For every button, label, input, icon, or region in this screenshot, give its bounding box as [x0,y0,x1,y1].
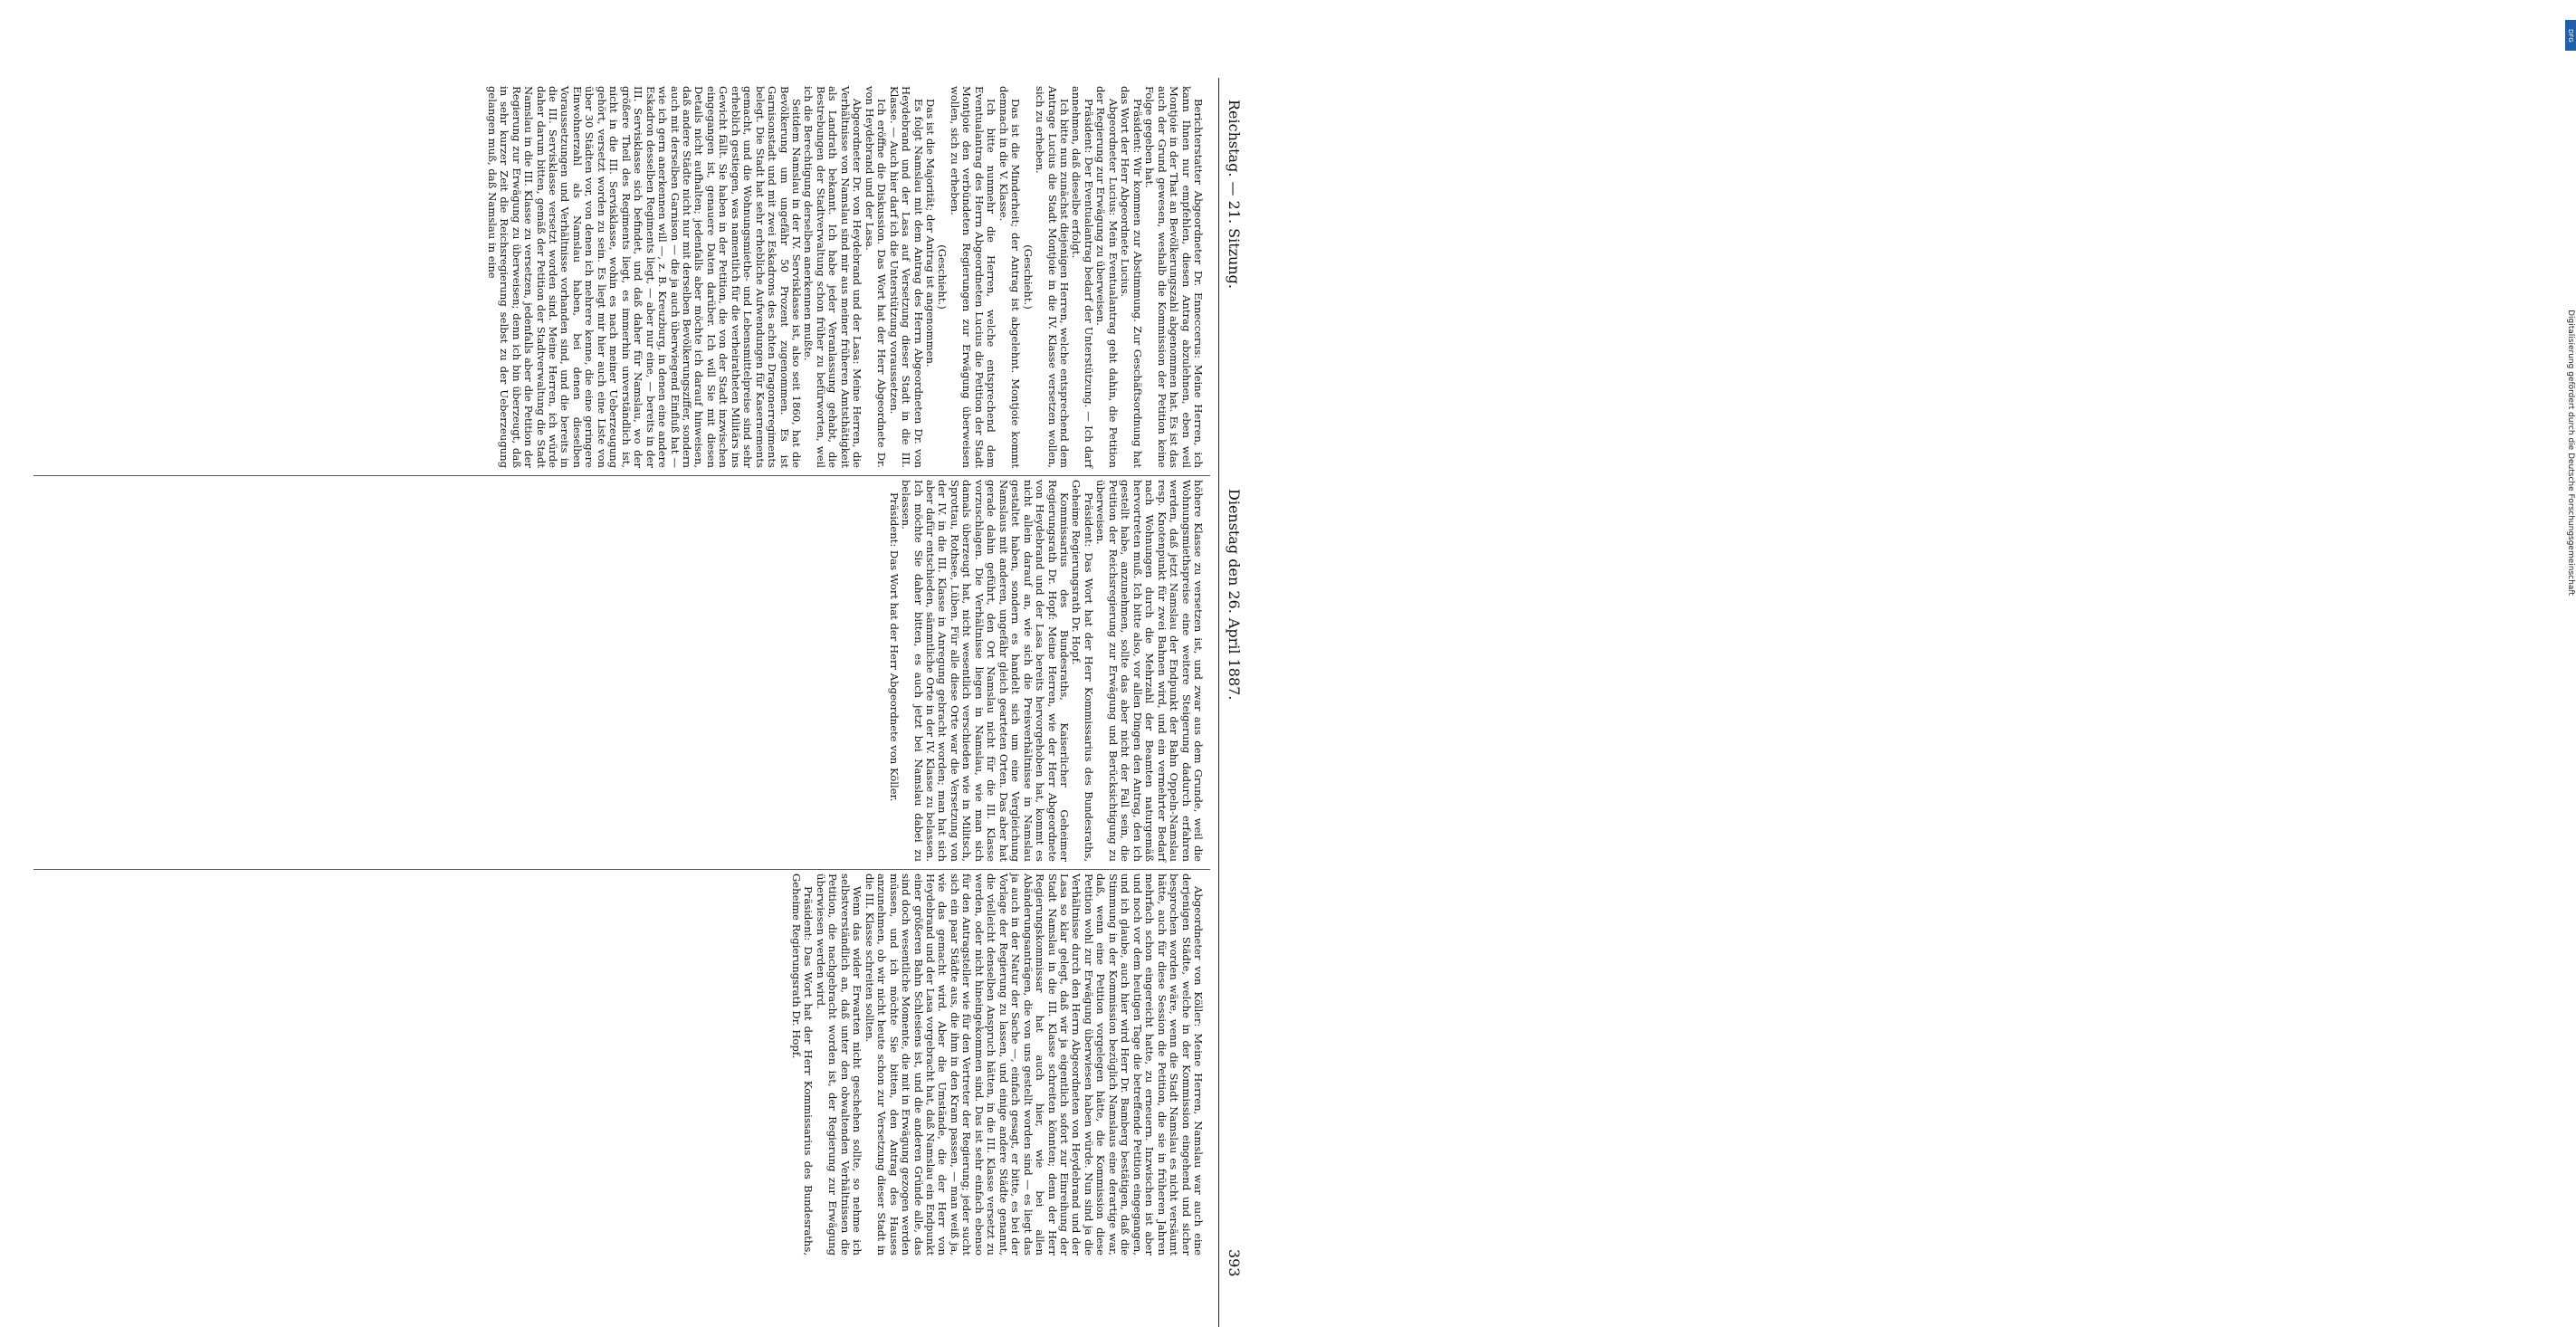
text-column-middle [887,480,1204,862]
paragraph: Abgeordneter von Köller: Meine Herren, Namslau war auch eine derjenigen Städte, welche in der Kommission eingehend und sicher besprochen worden wäre, wenn die Stadt Namslau es nicht versäumt hätte, auch für diese Session die Petition, die sie in früheren Jahren mehrfach schon eingereicht hatte, zu erneuern. Inzwischen ist aber und noch vor dem heutigen Tage die betreffende Petition eingegangen, und ich glaube, auch hier wird Herr Dr. Bamberg bestätigen, daß die Stimmung in der Kommission bezüglich Namslaus eine derartige war, daß, wenn eine Petition vorgelegen hätte, die Kommission diese Petition wohl zur Erwägung überwiesen haben würde. Nun sind ja die Verhältnisse durch den Herrn Abgeordneten von Heydebrand und der Lasa so klar gelegt, daß wir ja eigentlich sofort zur Einreihung der Stadt Namslau in die III. Klasse schreiten könnten; denn der Herr Regierungskommissar hat auch hier, wie bei allen Abänderungsanträgen, die von uns gestellt worden sind — es liegt das ja auch in der Natur der Sache —, einfach gesagt, er bitte, es bei der Vorlage der Regierung zu lassen, und einige andere Städte genannt, die vielleicht denselben Anspruch hätten, in die III. Klasse versetzt zu werden, oder nicht hineingekommen sind. Das ist sehr einfach ebenso für den Antragsteller wie für den Vertreter der Regierung; jeder sucht sich ein paar Städte aus, die ihm in den Kram passen, — man weiß ja, wie das gemacht wird. Aber die Umstände, die der Herr von Heydebrand und der Lasa vorgebracht hat, daß Namslau ein Endpunkt einer größeren Bahn Schlesiens ist, und die anderen Gründe alle, das sind doch wesentliche Momente, die mit in Erwägung gezogen werden müssen, und ich möchte Sie bitten, den Antrag des Hauses anzunehmen, ob wir nicht heute schon zur Versetzung dieser Stadt in die III. Klasse schreiten sollten. [863,874,1205,1255]
paragraph: Präsident: Der Eventualantrag bedarf der Unterstützung. — Ich darf annehmen, daß dieselbe erfolgt. [1070,86,1095,468]
paragraph: Präsident: Wir kommen zur Abstimmung. Zur Geschäftsordnung hat das Wort der Herr Abgeordnete Lucius. [1119,86,1144,468]
text-column-left [485,86,1204,468]
header-rule [1218,78,1219,1327]
paragraph: Wenn das wider Erwarten nicht geschehen sollte, so nehme ich selbstverständlich an, daß unter den obwaltenden Verhältnissen die Petition, die nachgebracht worden ist, der Regierung zur Erwägung überwiesen werden wird. [814,874,864,1255]
paragraph: Präsident: Das Wort hat der Herr Abgeordnete von Köller. [887,492,901,802]
stage-direction: (Geschieht.) [1021,244,1035,310]
digitization-footer [1282,0,2575,905]
column-divider [33,869,1210,870]
paragraph: Ich bitte nunmehr die Herren, welche entsprechend dem Eventualantrag des Herrn Abgeordneten Lucius die Petition der Stadt Montjoie den verbündeten Regierungen zur Erwägung überweisen wollen, sich zu erheben. [948,86,998,468]
paragraph: Präsident: Das Wort hat der Herr Kommissarius des Bundesraths, Geheime Regierungsrath Dr. Hopf. [790,874,816,1255]
paragraph: Berichterstatter Abgeordneter Dr. Enneccerus: Meine Herren, ich kann Ihnen nur empfehlen, diesen Antrag abzulehnen, eben weil Montjoie in der That an Bevölkerungszahl abgenommen hat. Es ist das auch der Grund gewesen, weshalb die Kommission der Petition keine Folge gegeben hat. [1143,86,1205,468]
footer-credit: Digitalisierung gefördert durch die Deutsche Forschungsgemeinschaft [2566,310,2575,596]
paragraph: Kommissarius des Bundesraths, Kaiserlicher Geheimer Regierungsrath Dr. Hopf: Meine Herren, wie der Herr Abgeordnete von Heydebrand und der Lasa bereits hervorgehoben hat, kommt es nicht allein darauf an, wie sich die Preisverhältnisse in Namslau gestaltet haben, sondern es handelt sich um eine Vergleichung Namslaus mit anderen, ungefähr gleich gearteten Orten. Das aber hat gerade dahin geführt, den Ort Namslau nicht für die III. Klasse vorzuschlagen. Die Verhältnisse liegen in Namslau, wie man sich damals überzeugt hat, nicht wesentlich verschieden wie in Militsch, Sprottau, Rothsee, Lüben. Für alle diese Orte war die Versetzung von der IV. in die III. Klasse in Anregung gebracht worden; man hat sich aber dafür entschieden, sämmtliche Orte in der IV. Klasse zu belassen. Ich möchte Sie daher bitten, es auch jetzt bei Namslau dabei zu belassen. [900,480,1072,862]
paragraph: Es folgt Namslau mit dem Antrag des Herrn Abgeordneten Dr. von Heydebrand und der Lasa auf Versetzung dieser Stadt in die III. Klasse. — Auch hier darf ich die Unterstützung voraussetzen. [887,86,925,468]
paragraph: Das ist die Minderheit; der Antrag ist abgelehnt. Montjoie kommt demnach in die V. Klasse. [997,86,1023,468]
paragraph: Abgeordneter Lucius: Mein Eventualantrag geht dahin, die Petition der Regierung zur Erwägung zu überweisen. [1094,86,1120,468]
running-head-date: Dienstag den 26. April 1887. [1226,489,1243,701]
stage-direction: (Geschieht.) [936,244,949,310]
paragraph: Abgeordneter Dr. von Heydebrand und der Lasa: Meine Herren, die Verhältnisse von Namslau sind mir aus meiner früheren Amtsthätigkeit als Landrath bekannt. Ich habe jeder Veranlassung gehabt, die Bestrebungen der Stadtverwaltung schon früher zu befürworten, weil ich die Berechtigung derselben anerkennen mußte. [802,86,864,468]
paragraph: Ich bitte nun zunächst diejenigen Herren, welche entsprechend dem Antrage Lucius die Stadt Montjoie in die IV. Klasse versetzen wollen, sich zu erheben. [1034,86,1072,468]
paragraph: Präsident: Das Wort hat der Herr Kommissarius des Bundesraths, Geheime Regierungsrath Dr. Hopf. [1070,480,1095,862]
paragraph: Seitdem Namslau in der IV. Servisklasse ist, also seit 1860, hat die Bevölkerung um ungefähr 50 Prozent zugenommen. Es ist Garnisonstadt und mit zwei Eskadrons des achten Dragonerregiments belegt. Die Stadt hat sehr erhebliche Aufwendungen für Kasernements gemacht, und die Wohnungsmiethe- und Lebensmittelpreise sind sehr erheblich gestiegen, was namentlich für die verheiratheten Militärs ins Gewicht fällt. Sie haben in der Petition, die von der Stadt inzwischen eingegangen ist, genauere Daten darüber. Ich will Sie mit diesen Details nicht aufhalten; jedenfalls aber möchte ich darauf hinweisen, daß andere Städte nicht nur mit derselben Bevölkerungsziffer, sondern auch mit derselben Garnison — die ja auch überwiegend Einfluß hat — wie ich gern anerkennen will —, z. B. Kreuzburg, in denen eine andere Eskadron desselben Regiments liegt, — aber nur eine, — bereits in der III. Servisklasse sich befindet, und daß daher für Namslau, wo der größere Theil des Regiments liegt, es immerhin unverständlich ist, nicht in die III. Servisklasse, wohin es nach meiner Ueberzeugung gehört, versetzt worden zu sein. Es liegt mir hier auch eine Liste von über 30 Städten vor, von denen ich mehrere kenne, die eine geringere Einwohnerzahl als Namslau haben, bei denen dieselben Voraussetzungen und Verhältnisse vorhanden sind, und die bereits in die III. Servisklasse versetzt worden sind. Meine Herren, ich würde daher darum bitten, gemäß der Petition der Stadtverwaltung die Stadt Namslau in die III. Klasse zu versetzen, jedenfalls aber die Petition der Regierung zur Erwägung zu überweisen; denn ich bin überzeugt, daß in sehr kurzer Zeit die Reichsregierung selbst zu der Ueberzeugung gelangen muß, daß Namslau in eine [485,86,804,468]
text-column-right [790,874,1204,1255]
page-number: 393 [1226,1249,1243,1277]
running-head-left: Reichstag. — 21. Sitzung. [1226,100,1243,289]
paragraph: Das ist die Majorität; der Antrag ist angenommen. [924,99,938,368]
paragraph: Ich eröffne die Diskussion. Das Wort hat der Herr Abgeordnete Dr. von Heydebrand und der Lasa. [863,86,889,468]
column-divider [33,475,1210,476]
rotated-page [0,0,1296,1277]
paragraph: höhere Klasse zu versetzen ist, und zwar aus dem Grunde, weil die Wohnungsmiethspreise eine weitere Steigerung dadurch erfahren werden, daß jetzt Namslau der Endpunkt der Bahn Oppeln-Namslau resp. Knotenpunkt für zwei Bahnen wird, und ein vermehrter Bedarf nach Wohnungen durch die Mehrzahl der Beamten naturgemäß hervortreten muß. Ich bitte also, vor allen Dingen den Antrag, den ich gestellt habe, anzunehmen, sollte das aber nicht der Fall sein, die Petition der Reichsregierung zur Erwägung und Berücksichtigung zu überweisen. [1094,480,1205,862]
dfg-logo: DFG [2565,20,2576,51]
